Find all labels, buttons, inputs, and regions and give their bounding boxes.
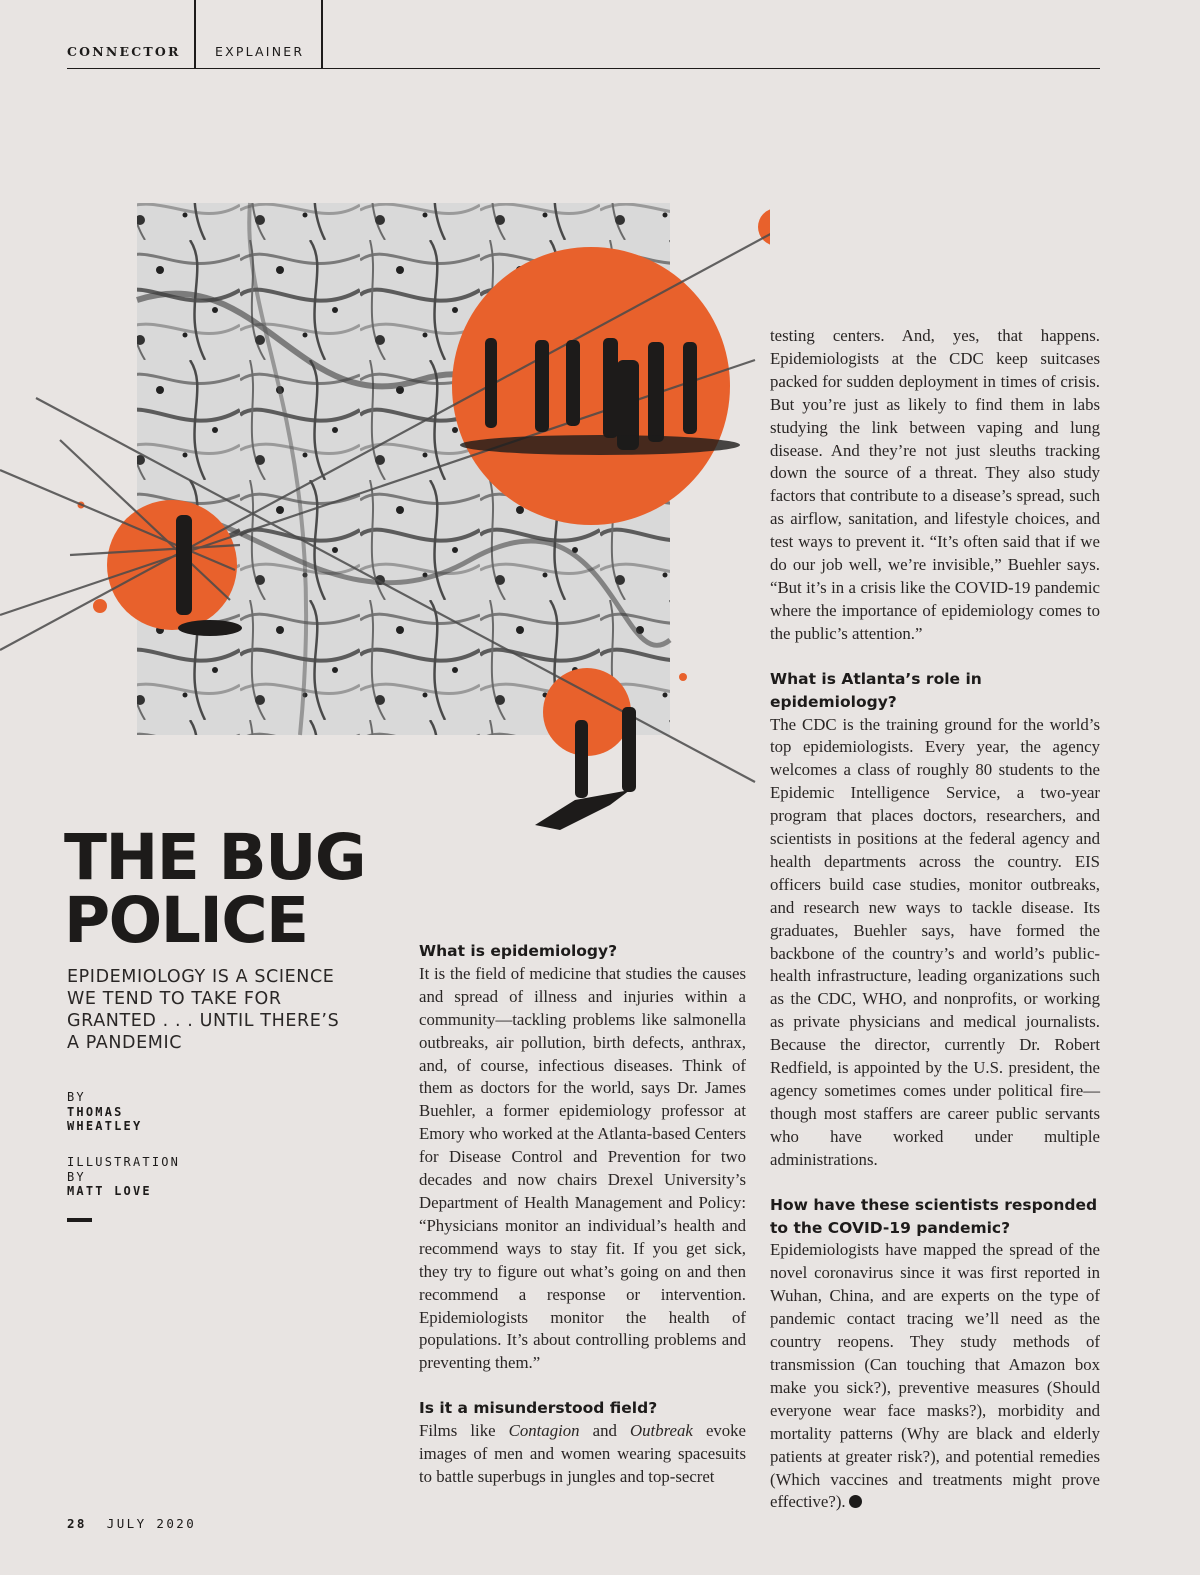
header-divider bbox=[194, 0, 196, 69]
headline-line-2: POLICE bbox=[64, 884, 308, 957]
article-headline bbox=[64, 821, 366, 957]
subsection-label: EXPLAINER bbox=[215, 44, 305, 59]
answer-paragraph: testing centers. And, yes, that happens. Epidemiologists at the CDC keep suitcases packed for sudden deployment in times of crisis. But you’re just as likely to find them in labs studying the link between vaping and lung disease. And they’re not just sleuths tracking down the source of a threat. They also study factors that contribute to a disease’s spread, such as airflow, sanitation, and lifestyle choices, and test ways to prevent it. “It’s often said that if we do our job well, we’re invisible,” Buehler says. “But it’s in a crisis like the COVID-19 pandemic where the importance of epidemiology comes to the public’s attention.” bbox=[770, 326, 1100, 643]
film-title: Outbreak bbox=[630, 1421, 693, 1441]
header-divider bbox=[321, 0, 323, 69]
article-column-2 bbox=[770, 325, 1100, 1514]
question-heading: What is epidemiology? bbox=[419, 942, 618, 960]
illustrator-name: MATT LOVE bbox=[67, 1184, 152, 1198]
headline-line-1: THE BUG bbox=[64, 821, 366, 894]
text-run: and bbox=[579, 1421, 631, 1441]
answer-paragraph bbox=[770, 1239, 1100, 1514]
question-heading: What is Atlanta’s role in epidemiology? bbox=[770, 669, 982, 711]
illustration-label: ILLUSTRATION bbox=[67, 1155, 181, 1169]
page-number: 28 bbox=[67, 1516, 87, 1531]
author-last-name: WHEATLEY bbox=[67, 1119, 143, 1133]
folio bbox=[67, 1516, 196, 1531]
text-run: Films like bbox=[419, 1421, 509, 1441]
text-run: Epidemiologists have mapped the spread of the novel coronavirus since it was first reported in Wuhan, China, and are experts on the type of pandemic contact tracing we’ll need as the country reopens. They study methods of transmission (Can touching that Amazon box make you sick?), preventive measures (Should everyone wear face masks?), morbidity and mortality patterns (Why are black and elderly patients at greater risk?), and potential remedies (Which vaccines and treatments might prove effective?). bbox=[770, 1240, 1100, 1512]
illustration-by-label: BY bbox=[67, 1169, 86, 1184]
article-column-1 bbox=[419, 940, 746, 1489]
header-rule bbox=[67, 0, 1100, 69]
byline-label: BY bbox=[67, 1090, 86, 1104]
answer-paragraph: It is the field of medicine that studies the causes and spread of illness and injuries within a community—tackling problems like salmonella outbreaks, air pollution, birth defects, anthrax, and, of course, infectious diseases. Think of them as doctors for the world, says Dr. James Buehler, a former epidemiology professor at Emory who worked at the Atlanta-based Centers for Disease Control and Prevention for two decades and now chairs Drexel University’s Department of Health Management and Policy: “Physicians monitor an individual’s health and recommend ways to stay fit. If you get sick, they try to figure out what’s going on and then recommend a response or intervention. Epidemiologists monitor the health of populations. It’s about controlling problems and preventing them.” bbox=[419, 963, 746, 1373]
answer-paragraph bbox=[419, 1420, 746, 1489]
credit-dash bbox=[67, 1218, 92, 1222]
end-mark-icon bbox=[849, 1495, 862, 1508]
article-dek: EPIDEMIOLOGY IS A SCIENCE WE TEND TO TAKE FOR GRANTED . . . UNTIL THERE’S A PANDEMIC bbox=[67, 967, 340, 1053]
author-first-name: THOMAS bbox=[67, 1104, 124, 1119]
text-run: evoke images of men and women wearing spacesuits to battle superbugs in jungles and top-secret bbox=[419, 1421, 747, 1486]
film-title: Contagion bbox=[508, 1421, 580, 1441]
question-heading: How have these scientists responded to the COVID-19 pandemic? bbox=[770, 1195, 1098, 1237]
left-orange-circle bbox=[107, 500, 237, 630]
answer-paragraph: The CDC is the training ground for the world’s top epidemiologists. Every year, the agency welcomes a class of roughly 80 students to the Epidemic Intelligence Service, a two-year program that places doctors, researchers, and scientists in positions at the federal agency and health departments across the country. EIS officers build case studies, monitor outbreaks, and research new ways to tackle disease. Its graduates, Buehler says, have formed the backbone of the country’s and world’s public-health infrastructure, leading organizations such as the CDC, WHO, and nonprofits, or working as private physicians and medical journalists. Because the director, currently Dr. Robert Redfield, is appointed by the U.S. president, the agency sometimes comes under political fire—though most staffers are career public servants who have worked under multiple administrations. bbox=[770, 714, 1100, 1169]
issue-date: JULY 2020 bbox=[106, 1516, 197, 1531]
section-label: CONNECTOR bbox=[67, 44, 181, 59]
question-heading: Is it a misunderstood field? bbox=[419, 1399, 658, 1418]
collage-illustration bbox=[0, 120, 770, 840]
byline bbox=[67, 1090, 267, 1134]
illustration-credit bbox=[67, 1155, 267, 1199]
